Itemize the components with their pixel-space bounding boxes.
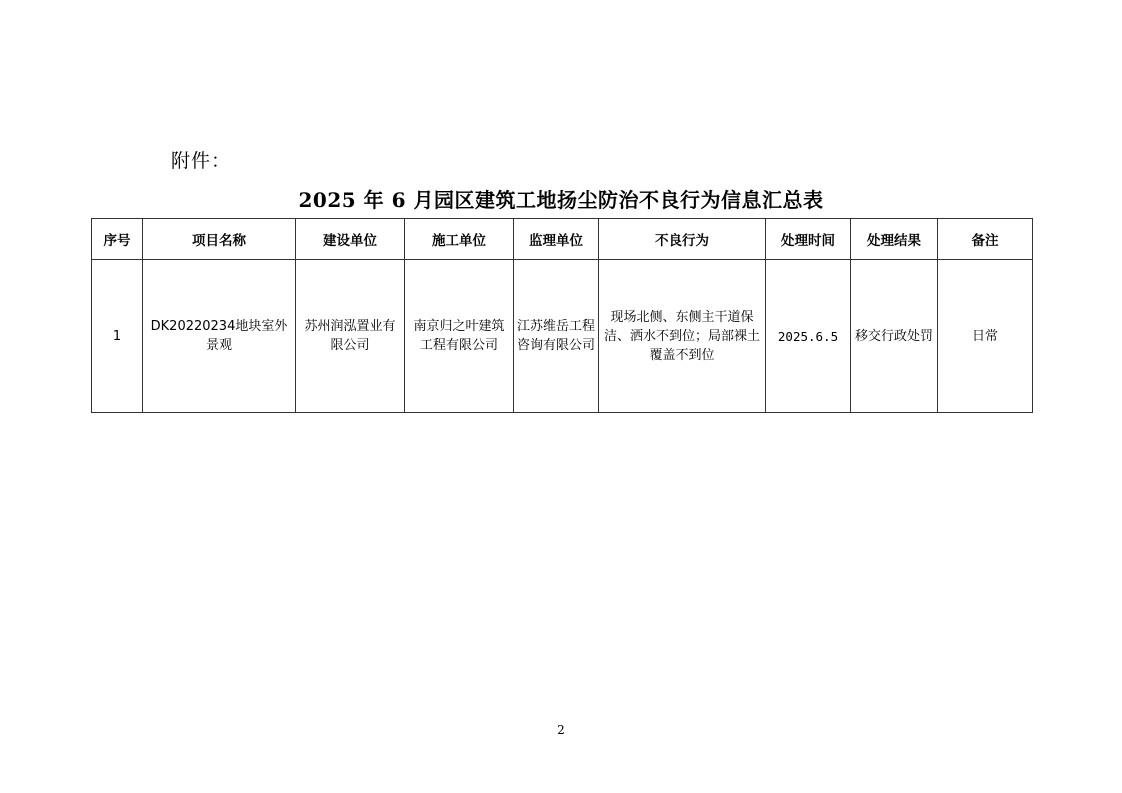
cell-project-name: DK20220234地块室外景观 [143,260,296,413]
header-supervisor: 监理单位 [514,219,599,260]
document-title: 2025 年 6 月园区建筑工地扬尘防治不良行为信息汇总表 [298,188,824,212]
header-project-name: 项目名称 [143,219,296,260]
header-contractor: 施工单位 [405,219,514,260]
table-row [92,260,1033,413]
header-index: 序号 [92,219,143,260]
header-handling-result: 处理结果 [851,219,938,260]
cell-contractor: 南京归之叶建筑工程有限公司 [405,260,514,413]
header-handling-date: 处理时间 [766,219,851,260]
header-developer: 建设单位 [296,219,405,260]
attachment-label: 附件： [171,150,232,172]
header-violation: 不良行为 [599,219,766,260]
header-remarks: 备注 [938,219,1033,260]
page-number: 2 [557,723,565,737]
summary-table [91,218,1033,413]
cell-remarks: 日常 [938,260,1033,413]
cell-developer: 苏州润泓置业有限公司 [296,260,405,413]
cell-handling-date: 2025.6.5 [766,260,851,413]
cell-violation: 现场北侧、东侧主干道保洁、洒水不到位；局部裸土覆盖不到位 [599,260,766,413]
cell-supervisor: 江苏维岳工程咨询有限公司 [514,260,599,413]
table-header-row [92,219,1033,260]
cell-index: 1 [92,260,143,413]
cell-handling-result: 移交行政处罚 [851,260,938,413]
